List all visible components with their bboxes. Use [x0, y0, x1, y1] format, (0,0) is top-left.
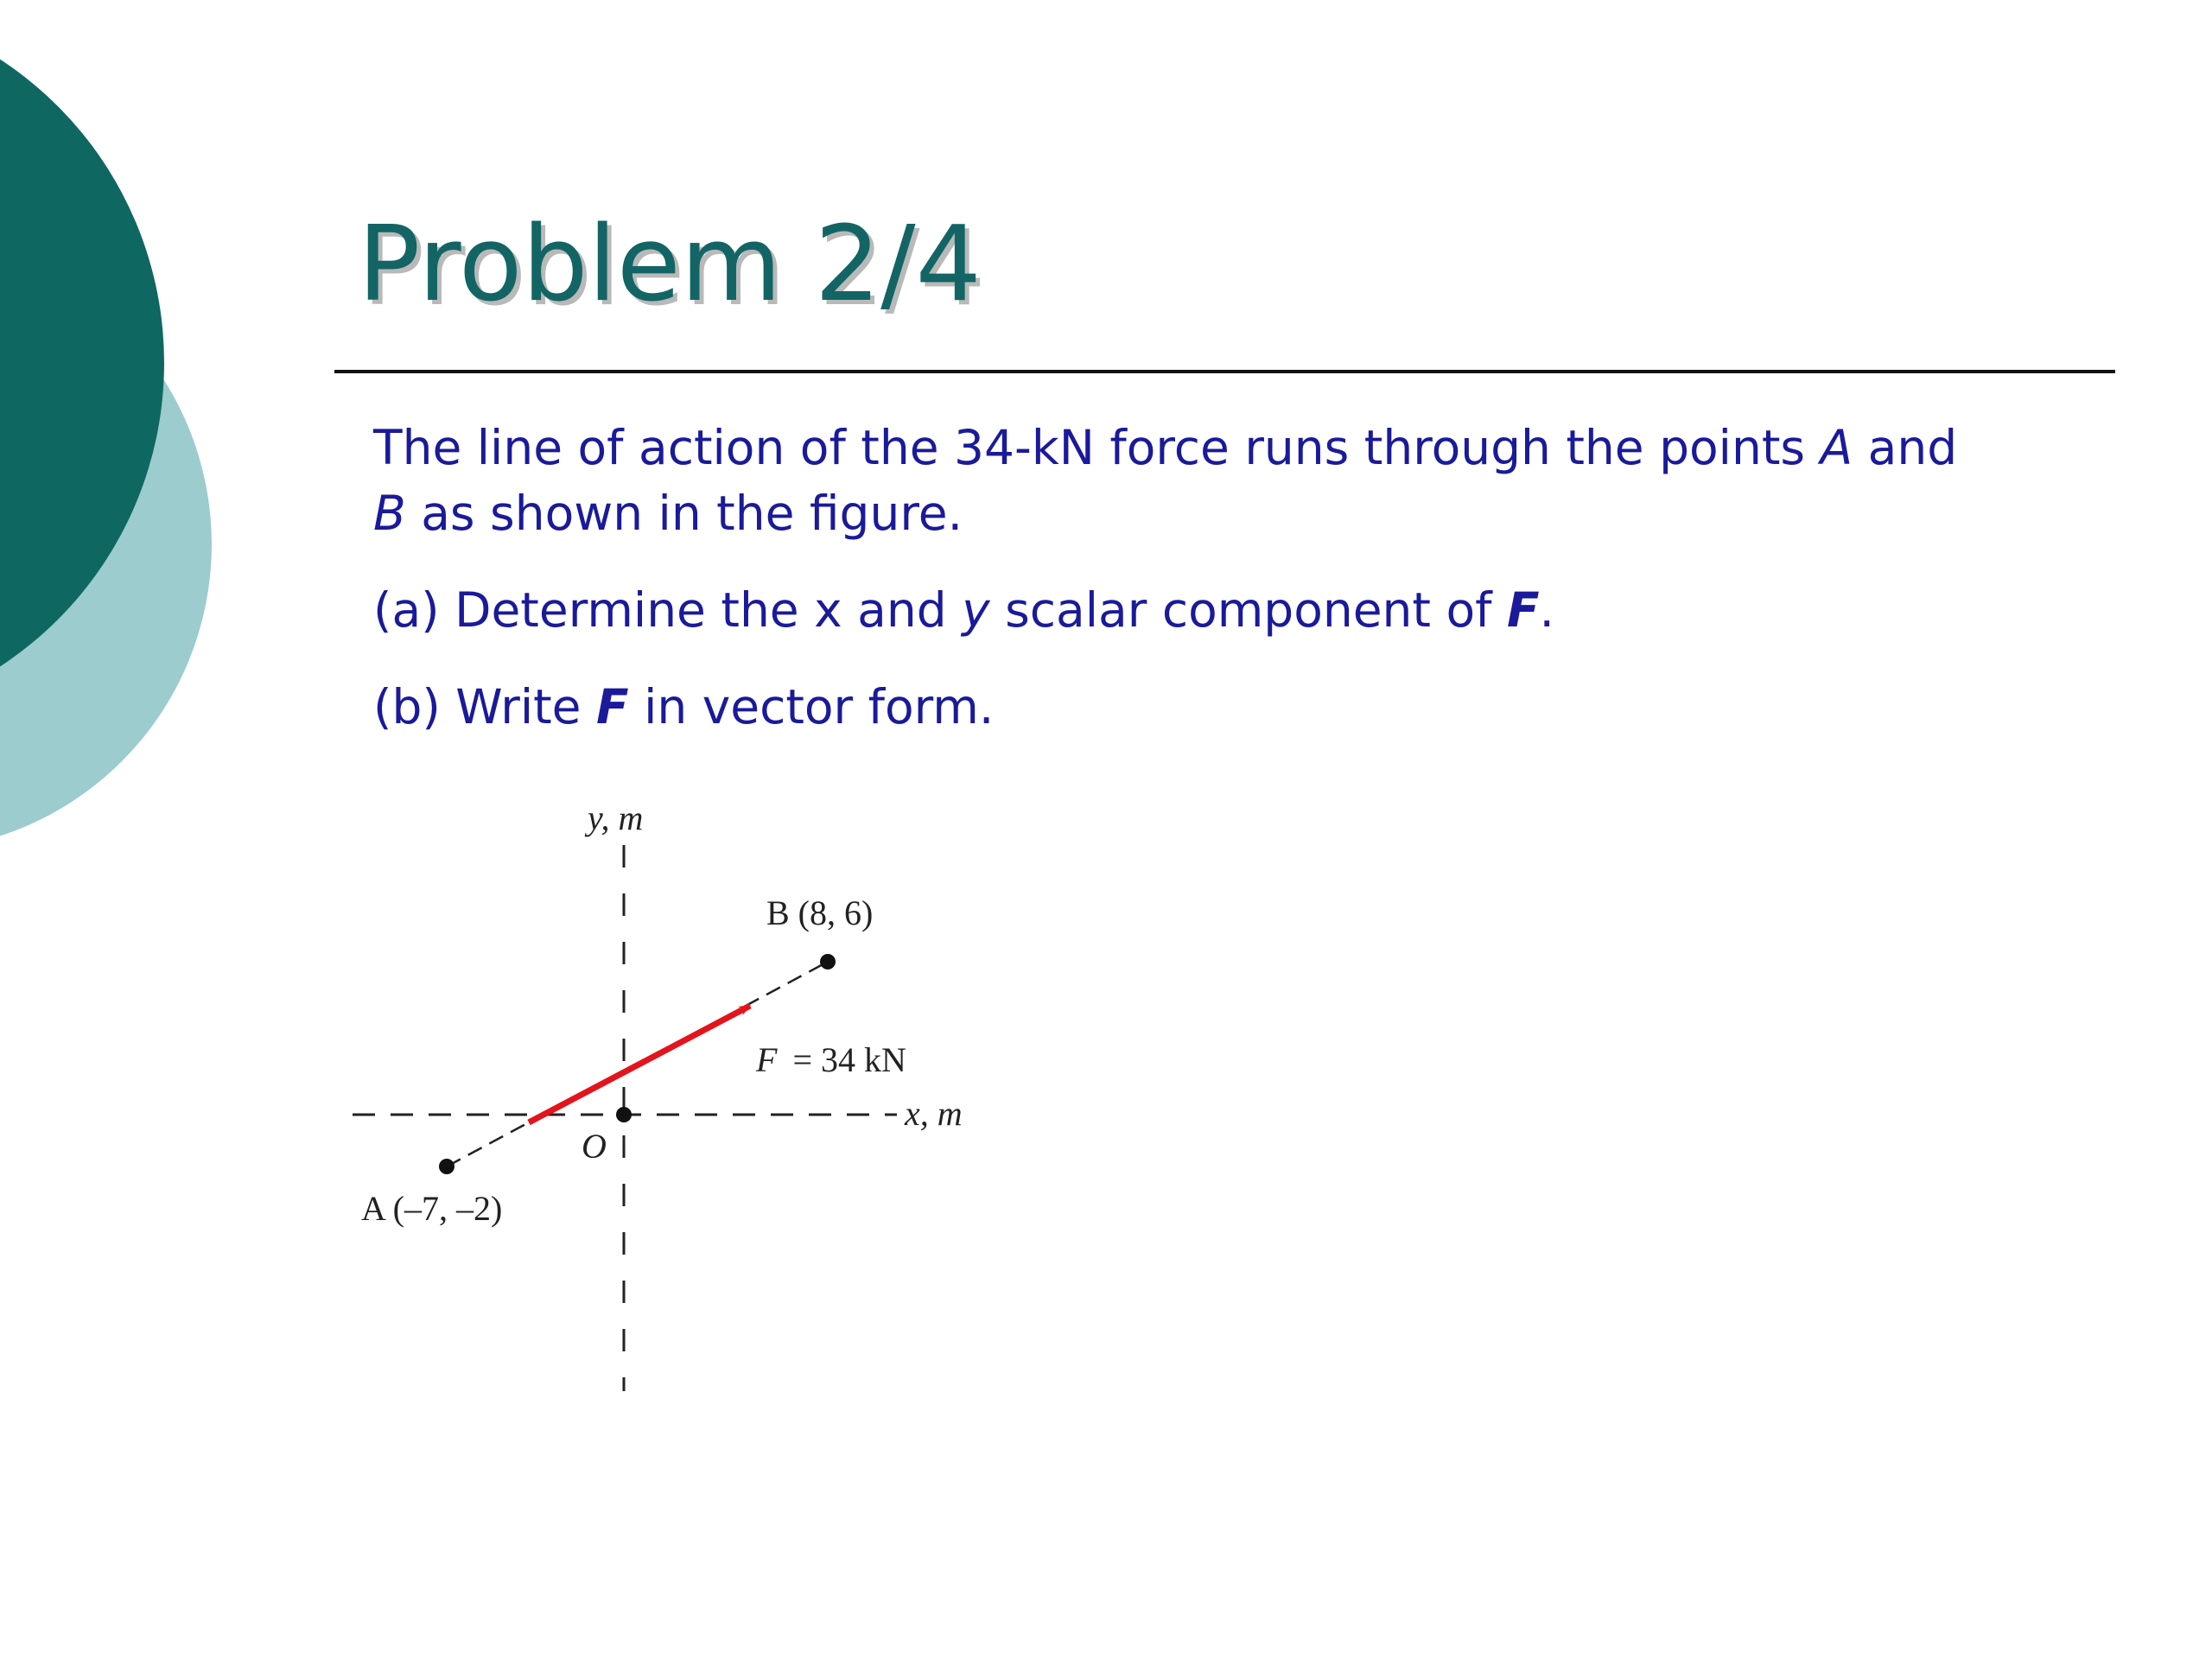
- point-b-label: B (8, 6): [766, 893, 874, 932]
- y-symbol: y: [962, 582, 990, 638]
- force-label-symbol: F: [756, 1040, 778, 1079]
- part-b-text: in vector form.: [628, 679, 995, 734]
- part-a-text: scalar component of: [989, 582, 1507, 638]
- problem-statement: [373, 415, 2196, 740]
- point-a-ref: A: [1820, 420, 1853, 475]
- origin-dot: [616, 1107, 632, 1122]
- force-label: [755, 1040, 906, 1079]
- force-label-value: = 34 kN: [792, 1040, 906, 1079]
- paragraph-text: The line of action of the 34-kN force runs through the points: [373, 420, 1821, 475]
- y-axis-label: y, m: [588, 798, 644, 837]
- paragraph-text: and: [1853, 420, 1958, 475]
- part-b: [373, 674, 2196, 740]
- x-axis-label: x, m: [905, 1094, 963, 1133]
- point-b-dot: [820, 954, 836, 969]
- title-divider: [334, 370, 2115, 373]
- part-b-text: (b) Write: [373, 679, 597, 734]
- force-symbol: F: [596, 679, 629, 734]
- slide-title: Problem 2/4: [358, 205, 982, 325]
- point-a-dot: [439, 1159, 454, 1174]
- part-a: [373, 577, 2196, 643]
- origin-label: O: [582, 1127, 607, 1166]
- force-arrow: [529, 1006, 750, 1122]
- point-b-ref: B: [373, 486, 406, 541]
- part-a-text: .: [1539, 582, 1555, 638]
- paragraph-description: [373, 415, 2196, 546]
- force-symbol: F: [1506, 582, 1540, 638]
- paragraph-text: as shown in the figure.: [405, 486, 963, 541]
- force-diagram: [337, 786, 1011, 1408]
- point-a-label: A (–7, –2): [361, 1189, 503, 1228]
- part-a-text: (a) Determine the x and: [373, 582, 963, 638]
